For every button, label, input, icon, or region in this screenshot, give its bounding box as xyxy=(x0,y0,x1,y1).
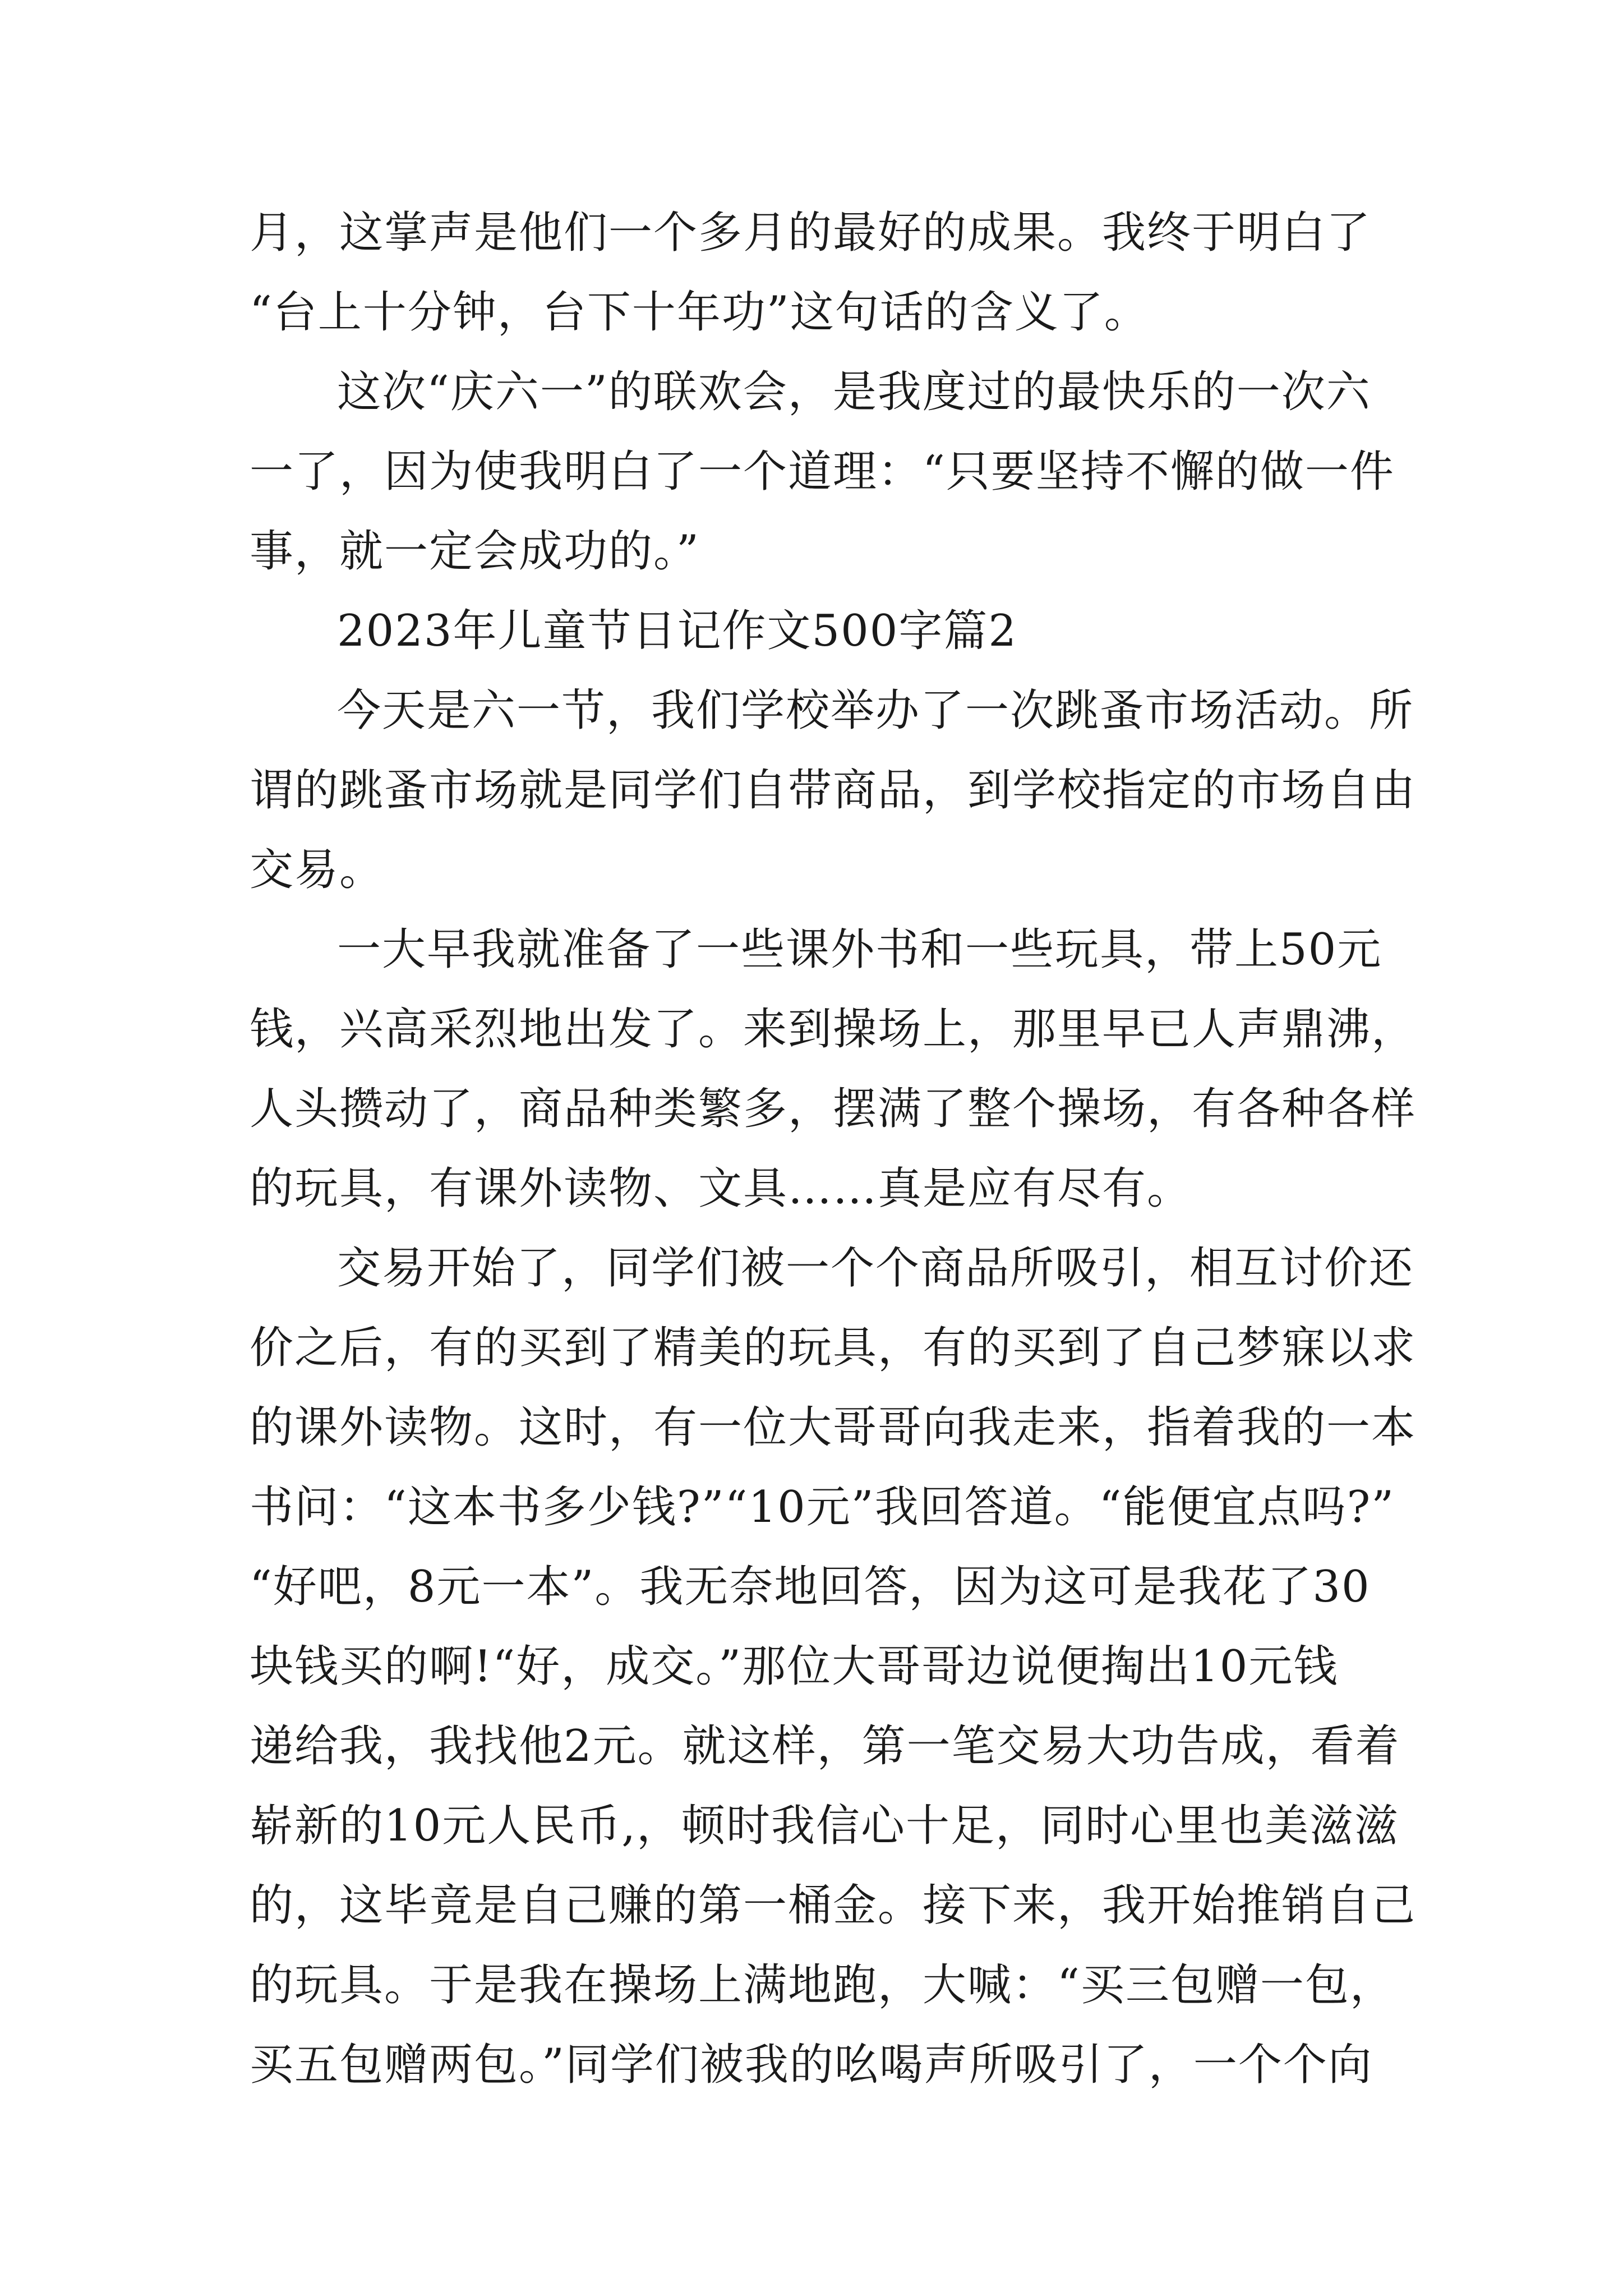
text-line: 谓的跳蚤市场就是同学们自带商品，到学校指定的市场自由 xyxy=(250,765,1417,816)
text-line: 交易开始了，同学们被一个个商品所吸引，相互讨价还 xyxy=(337,1243,1414,1294)
text-line: 书问：“这本书多少钱?”“10元”我回答道。“能便宜点吗?” xyxy=(250,1482,1395,1533)
text-line: 交易。 xyxy=(250,845,385,895)
text-line: 一了，因为使我明白了一个道理：“只要坚持不懈的做一件 xyxy=(250,447,1395,497)
text-line: 买五包赠两包。”同学们被我的吆喝声所吸引了，一个个向 xyxy=(250,2040,1373,2090)
text-line: 块钱买的啊!“好，成交。”那位大哥哥边说便掏出10元钱 xyxy=(250,1641,1339,1692)
text-line: “好吧，8元一本”。我无奈地回答，因为这可是我花了30 xyxy=(250,1562,1371,1612)
text-line: 的玩具，有课外读物、文具……真是应有尽有。 xyxy=(250,1163,1192,1214)
text-line: 月，这掌声是他们一个多月的最好的成果。我终于明白了 xyxy=(250,208,1372,258)
text-line: 的，这毕竟是自己赚的第一桶金。接下来，我开始推销自己 xyxy=(250,1880,1417,1931)
text-line: 2023年儿童节日记作文500字篇2 xyxy=(337,606,1018,656)
text-line: 今天是六一节，我们学校举办了一次跳蚤市场活动。所 xyxy=(337,685,1414,736)
text-line: 事，就一定会成功的。” xyxy=(250,526,700,577)
text-line: 钱，兴高采烈地出发了。来到操场上，那里早已人声鼎沸， xyxy=(250,1004,1417,1055)
text-line: 这次“庆六一”的联欢会，是我度过的最快乐的一次六 xyxy=(337,367,1371,417)
text-line: 的课外读物。这时，有一位大哥哥向我走来，指着我的一本 xyxy=(250,1402,1417,1453)
text-line: 崭新的10元人民币,，顿时我信心十足，同时心里也美滋滋 xyxy=(250,1801,1400,1851)
text-line: 价之后，有的买到了精美的玩具，有的买到了自己梦寐以求 xyxy=(250,1323,1417,1373)
text-line: 一大早我就准备了一些课外书和一些玩具，带上50元 xyxy=(337,924,1382,975)
text-line: 递给我，我找他2元。就这样，第一笔交易大功告成，看着 xyxy=(250,1721,1400,1772)
text-line: “台上十分钟，台下十年功”这句话的含义了。 xyxy=(250,287,1149,338)
text-line: 人头攒动了，商品种类繁多，摆满了整个操场，有各种各样 xyxy=(250,1084,1417,1134)
text-line: 的玩具。于是我在操场上满地跑，大喊：“买三包赠一包， xyxy=(250,1960,1395,2010)
